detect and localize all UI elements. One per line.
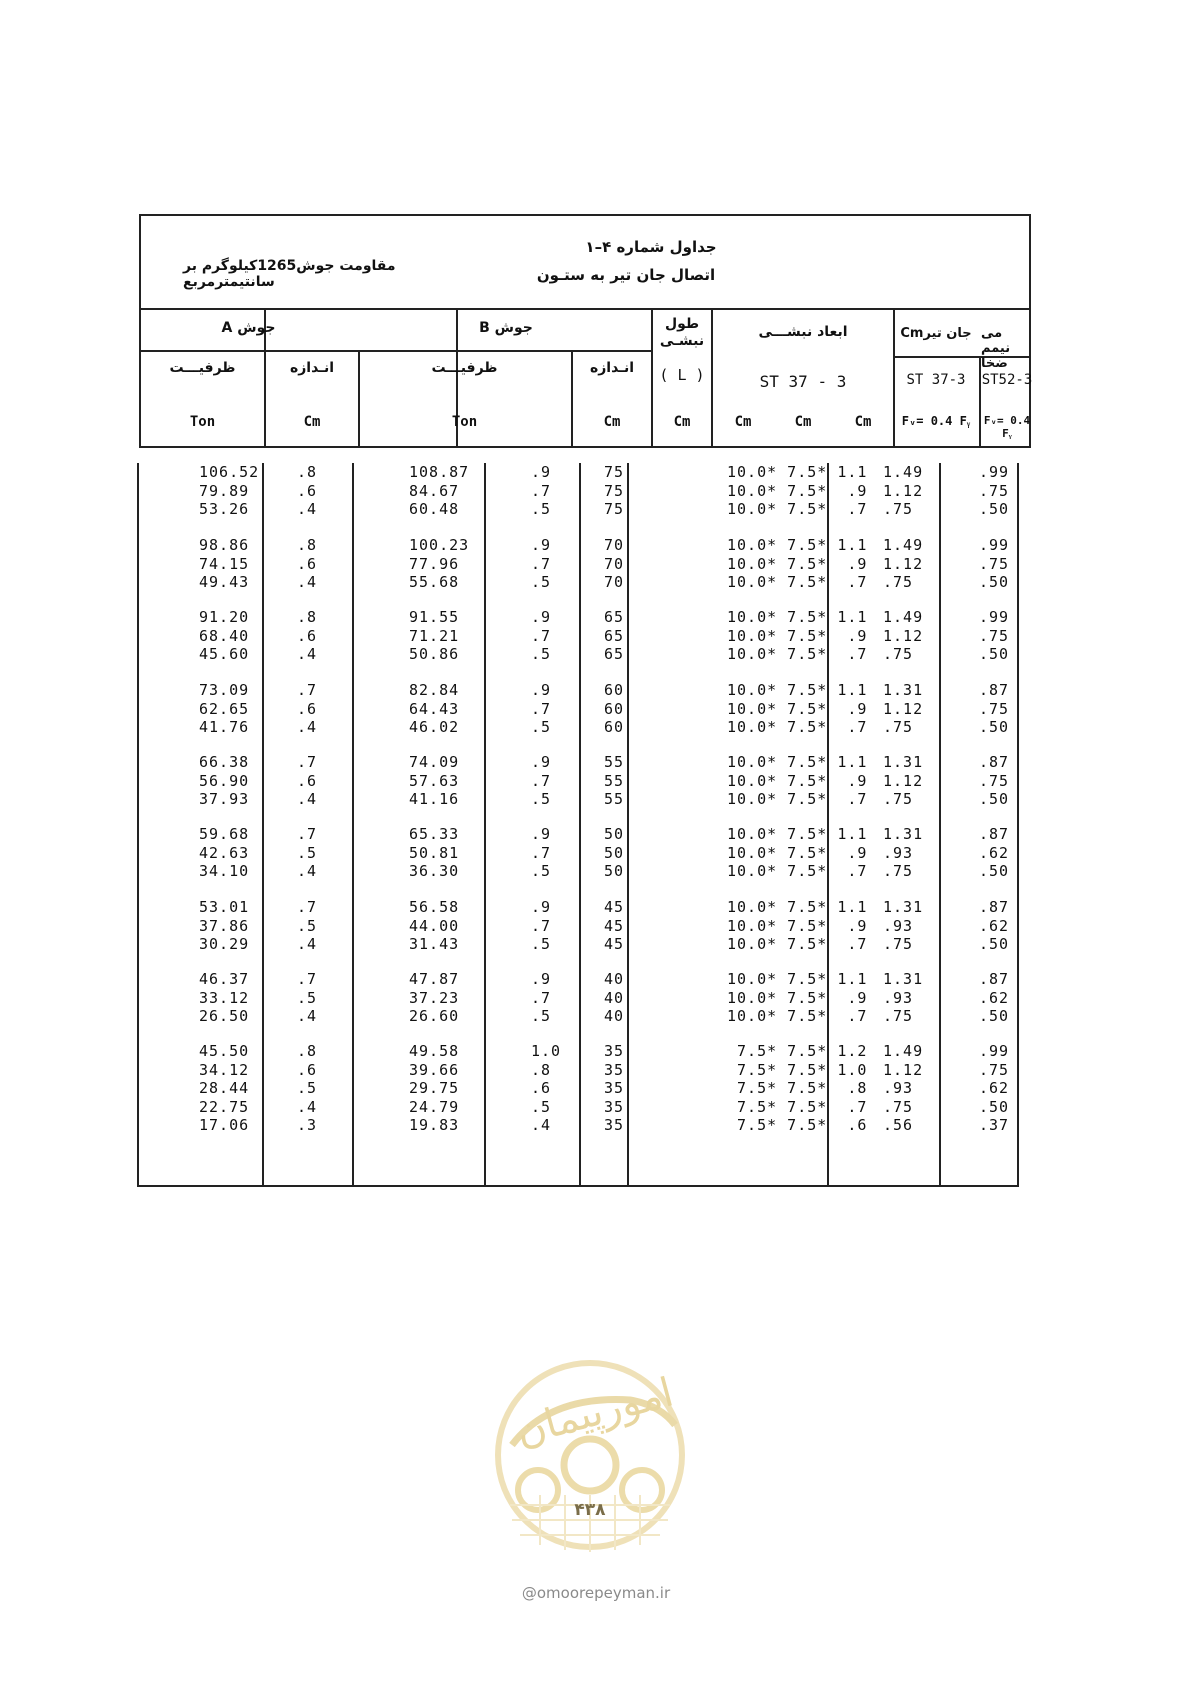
capacity-a-cell: 34.10 xyxy=(199,862,250,880)
capacity-b-cell: 26.60 xyxy=(409,1007,460,1025)
length-l-label: ( L ) xyxy=(659,366,705,384)
unit-ton-b: Ton xyxy=(451,414,478,430)
length-cell: 50 xyxy=(604,825,625,843)
capacity-a-cell: 68.40 xyxy=(199,626,250,645)
capacity-a-cell: 46.37 xyxy=(199,970,250,988)
capacity-a-cell: 42.63 xyxy=(199,843,250,862)
angle-dims-cell: 10.0* 7.5* .9 xyxy=(727,626,868,645)
st52-thickness-cell: .75 xyxy=(979,481,1010,500)
table-row xyxy=(139,500,1017,519)
st37-thickness-cell: 1.31 xyxy=(883,753,924,771)
table-row xyxy=(139,1042,1017,1061)
table-row xyxy=(139,700,1017,719)
capacity-a-cell: 30.29 xyxy=(199,935,250,953)
length-cell: 45 xyxy=(604,935,625,953)
weld-strength-note: مقاومت جوش1265کیلوگرم بر سانتیمترمربع xyxy=(183,258,396,290)
capacity-a-cell: 62.65 xyxy=(199,699,250,718)
length-cell: 50 xyxy=(604,843,625,862)
st37-thickness-cell: 1.12 xyxy=(883,771,924,790)
table-row xyxy=(139,681,1017,700)
length-cell: 40 xyxy=(604,970,625,988)
website-watermark: @omoorepeyman.ir xyxy=(521,1584,671,1602)
st37-thickness-cell: .75 xyxy=(883,573,914,591)
angle-dims-cell: 10.0* 7.5* .9 xyxy=(727,843,868,862)
capacity-b-cell: 50.81 xyxy=(409,843,460,862)
angle-dims-cell: 10.0* 7.5* .7 xyxy=(727,718,868,736)
angle-dims-cell: 10.0* 7.5* .7 xyxy=(727,862,868,880)
angle-dims-cell: 10.0* 7.5* 1.1 xyxy=(727,463,868,481)
size-b-cell: .7 xyxy=(531,916,552,935)
size-a-cell: .4 xyxy=(297,573,318,591)
unit-cm: Cm xyxy=(673,414,691,430)
size-a-cell: .4 xyxy=(297,1097,318,1116)
size-b-cell: .9 xyxy=(531,536,552,554)
length-cell: 35 xyxy=(604,1060,625,1079)
st52-thickness-cell: .75 xyxy=(979,554,1010,573)
size-b-cell: .5 xyxy=(531,718,552,736)
st37-thickness-cell: .75 xyxy=(883,790,914,808)
size-a-cell: .8 xyxy=(297,536,318,554)
length-cell: 45 xyxy=(604,898,625,916)
size-a-cell: .6 xyxy=(297,771,318,790)
length-header xyxy=(653,316,711,350)
size-a-cell: .4 xyxy=(297,718,318,736)
angle-dims-cell: 10.0* 7.5* 1.1 xyxy=(727,898,868,916)
size-b-cell: .5 xyxy=(531,645,552,663)
capacity-b-cell: 46.02 xyxy=(409,718,460,736)
st37-thickness-cell: 1.31 xyxy=(883,970,924,988)
st52-thickness-cell: .50 xyxy=(979,1007,1010,1025)
size-b-cell: .5 xyxy=(531,573,552,591)
angle-dims-cell: 7.5* 7.5* .8 xyxy=(727,1079,868,1097)
st37-thickness-cell: 1.49 xyxy=(883,1042,924,1060)
capacity-a-cell: 106.52 xyxy=(199,463,260,481)
capacity-b-cell: 82.84 xyxy=(409,681,460,699)
size-b-cell: .7 xyxy=(531,771,552,790)
size-b-cell: .7 xyxy=(531,481,552,500)
capacity-a-cell: 17.06 xyxy=(199,1116,250,1134)
st37-thickness-cell: 1.49 xyxy=(883,463,924,481)
size-a-cell: .7 xyxy=(297,825,318,843)
capacity-a-cell: 49.43 xyxy=(199,573,250,591)
st37-thickness-cell: 1.31 xyxy=(883,898,924,916)
page-number: ۴۳۸ xyxy=(574,1500,606,1520)
size-a-cell: .4 xyxy=(297,935,318,953)
st37-thickness-cell: 1.49 xyxy=(883,536,924,554)
table-row xyxy=(139,627,1017,646)
size-a-cell: .4 xyxy=(297,862,318,880)
capacity-b-cell: 36.30 xyxy=(409,862,460,880)
table-row xyxy=(139,482,1017,501)
size-b-cell: .7 xyxy=(531,988,552,1007)
size-b-cell: .9 xyxy=(531,898,552,916)
st37-thickness-cell: 1.12 xyxy=(883,626,924,645)
capacity-a-cell: 66.38 xyxy=(199,753,250,771)
length-cell: 35 xyxy=(604,1042,625,1060)
fv-formula-st52: Fᵥ= 0.4 Fᵧ xyxy=(983,414,1031,440)
capacity-a-cell: 73.09 xyxy=(199,681,250,699)
st52-thickness-cell: .87 xyxy=(979,753,1010,771)
capacity-b-cell: 64.43 xyxy=(409,699,460,718)
size-a-cell: .8 xyxy=(297,608,318,626)
table-row xyxy=(139,608,1017,627)
table-row xyxy=(139,790,1017,809)
st37-thickness-cell: 1.49 xyxy=(883,608,924,626)
weld-a-header: جوش A xyxy=(221,320,276,336)
fv-formula-st37: Fᵥ= 0.4 Fᵧ xyxy=(901,414,971,428)
size-b-cell: .9 xyxy=(531,608,552,626)
size-a-cell: .6 xyxy=(297,554,318,573)
capacity-b-cell: 100.23 xyxy=(409,536,470,554)
st37-thickness-cell: .75 xyxy=(883,935,914,953)
size-a-cell: .4 xyxy=(297,645,318,663)
size-a-header: انـدازه xyxy=(289,360,335,376)
capacity-b-cell: 37.23 xyxy=(409,988,460,1007)
length-cell: 75 xyxy=(604,463,625,481)
web-thickness-header: جان تیرCm xyxy=(900,326,972,341)
st52-thickness-cell: .50 xyxy=(979,790,1010,808)
length-cell: 35 xyxy=(604,1116,625,1134)
st52-thickness-cell: .50 xyxy=(979,645,1010,663)
capacity-b-cell: 84.67 xyxy=(409,481,460,500)
steel-grade-label: ST 37 - 3 xyxy=(759,372,847,391)
size-b-cell: .8 xyxy=(531,1060,552,1079)
length-cell: 60 xyxy=(604,681,625,699)
st37-thickness-cell: .93 xyxy=(883,1079,914,1097)
size-b-cell: .9 xyxy=(531,463,552,481)
size-a-cell: .5 xyxy=(297,988,318,1007)
length-cell: 35 xyxy=(604,1097,625,1116)
capacity-b-cell: 56.58 xyxy=(409,898,460,916)
size-a-cell: .8 xyxy=(297,463,318,481)
st37-thickness-cell: .56 xyxy=(883,1116,914,1134)
table-row xyxy=(139,825,1017,844)
capacity-b-cell: 50.86 xyxy=(409,645,460,663)
size-b-cell: .7 xyxy=(531,843,552,862)
table-row xyxy=(139,1007,1017,1026)
st52-thickness-cell: .99 xyxy=(979,1042,1010,1060)
table-row xyxy=(139,1079,1017,1098)
length-cell: 75 xyxy=(604,481,625,500)
st52-thickness-cell: .99 xyxy=(979,463,1010,481)
table-row xyxy=(139,463,1017,482)
length-cell: 65 xyxy=(604,626,625,645)
angle-dims-header: ابعاد نبشـــی xyxy=(758,324,848,340)
st37-thickness-cell: 1.31 xyxy=(883,825,924,843)
size-a-cell: .7 xyxy=(297,970,318,988)
st52-thickness-cell: .37 xyxy=(979,1116,1010,1134)
size-b-cell: .7 xyxy=(531,626,552,645)
capacity-b-header: ظرفیـــت xyxy=(431,360,498,376)
angle-dims-cell: 10.0* 7.5* .9 xyxy=(727,916,868,935)
st52-thickness-cell: .62 xyxy=(979,988,1010,1007)
size-a-cell: .6 xyxy=(297,481,318,500)
size-b-cell: .5 xyxy=(531,1007,552,1025)
capacity-a-cell: 79.89 xyxy=(199,481,250,500)
angle-dims-cell: 10.0* 7.5* .7 xyxy=(727,790,868,808)
angle-dims-cell: 10.0* 7.5* .9 xyxy=(727,988,868,1007)
unit-cm: Cm xyxy=(734,414,752,430)
capacity-a-cell: 56.90 xyxy=(199,771,250,790)
angle-dims-cell: 10.0* 7.5* .7 xyxy=(727,645,868,663)
angle-dims-cell: 10.0* 7.5* .9 xyxy=(727,481,868,500)
st37-thickness-cell: 1.12 xyxy=(883,699,924,718)
size-a-cell: .6 xyxy=(297,699,318,718)
unit-cm: Cm xyxy=(854,414,872,430)
st52-thickness-cell: .50 xyxy=(979,573,1010,591)
length-cell: 60 xyxy=(604,718,625,736)
st37-header: ST 37-3 xyxy=(906,372,966,388)
st52-thickness-cell: .87 xyxy=(979,681,1010,699)
size-b-cell: .5 xyxy=(531,935,552,953)
table-row xyxy=(139,536,1017,555)
st37-thickness-cell: 1.12 xyxy=(883,1060,924,1079)
table-row xyxy=(139,753,1017,772)
size-a-cell: .7 xyxy=(297,681,318,699)
st52-thickness-cell: .99 xyxy=(979,536,1010,554)
st52-thickness-cell: .87 xyxy=(979,898,1010,916)
st37-thickness-cell: .75 xyxy=(883,862,914,880)
capacity-a-cell: 59.68 xyxy=(199,825,250,843)
size-b-cell: 1.0 xyxy=(531,1042,562,1060)
length-cell: 65 xyxy=(604,608,625,626)
angle-dims-cell: 7.5* 7.5* 1.0 xyxy=(727,1060,868,1079)
st37-thickness-cell: 1.12 xyxy=(883,481,924,500)
table-row xyxy=(139,645,1017,664)
capacity-b-cell: 71.21 xyxy=(409,626,460,645)
st52-thickness-cell: .50 xyxy=(979,1097,1010,1116)
size-a-cell: .5 xyxy=(297,1079,318,1097)
size-b-cell: .4 xyxy=(531,1116,552,1134)
st37-thickness-cell: .93 xyxy=(883,843,914,862)
st37-thickness-cell: .75 xyxy=(883,500,914,518)
length-cell: 70 xyxy=(604,536,625,554)
st52-thickness-cell: .75 xyxy=(979,1060,1010,1079)
angle-dims-cell: 10.0* 7.5* 1.1 xyxy=(727,536,868,554)
capacity-b-cell: 60.48 xyxy=(409,500,460,518)
size-b-cell: .5 xyxy=(531,1097,552,1116)
length-cell: 35 xyxy=(604,1079,625,1097)
length-cell: 70 xyxy=(604,554,625,573)
unit-cm: Cm xyxy=(603,414,621,430)
capacity-b-cell: 108.87 xyxy=(409,463,470,481)
capacity-b-cell: 74.09 xyxy=(409,753,460,771)
svg-text:امورپیمان: امورپیمان xyxy=(511,1369,679,1456)
st52-header: ST52-3 xyxy=(981,372,1033,388)
data-table xyxy=(137,463,1019,1187)
st37-thickness-cell: .93 xyxy=(883,988,914,1007)
capacity-b-cell: 44.00 xyxy=(409,916,460,935)
capacity-b-cell: 49.58 xyxy=(409,1042,460,1060)
st52-thickness-cell: .62 xyxy=(979,916,1010,935)
length-cell: 60 xyxy=(604,699,625,718)
length-cell: 40 xyxy=(604,1007,625,1025)
size-b-cell: .6 xyxy=(531,1079,552,1097)
capacity-a-cell: 22.75 xyxy=(199,1097,250,1116)
size-b-cell: .9 xyxy=(531,753,552,771)
table-header xyxy=(139,214,1031,448)
table-row xyxy=(139,935,1017,954)
capacity-b-cell: 39.66 xyxy=(409,1060,460,1079)
capacity-b-cell: 31.43 xyxy=(409,935,460,953)
table-row xyxy=(139,844,1017,863)
capacity-a-cell: 37.86 xyxy=(199,916,250,935)
st52-thickness-cell: .50 xyxy=(979,500,1010,518)
capacity-a-cell: 45.60 xyxy=(199,645,250,663)
st52-thickness-cell: .50 xyxy=(979,718,1010,736)
table-row xyxy=(139,573,1017,592)
angle-dims-cell: 10.0* 7.5* .7 xyxy=(727,500,868,518)
angle-dims-cell: 10.0* 7.5* .9 xyxy=(727,771,868,790)
st37-thickness-cell: .93 xyxy=(883,916,914,935)
size-a-cell: .8 xyxy=(297,1042,318,1060)
table-row xyxy=(139,917,1017,936)
st37-thickness-cell: .75 xyxy=(883,1097,914,1116)
angle-dims-cell: 10.0* 7.5* .9 xyxy=(727,554,868,573)
capacity-a-cell: 91.20 xyxy=(199,608,250,626)
row-divider xyxy=(141,350,651,352)
capacity-a-cell: 34.12 xyxy=(199,1060,250,1079)
st52-thickness-cell: .87 xyxy=(979,825,1010,843)
table-number: جداول شماره ۴–۱ xyxy=(585,238,717,256)
angle-dims-cell: 10.0* 7.5* 1.1 xyxy=(727,825,868,843)
length-cell: 75 xyxy=(604,500,625,518)
angle-dims-cell: 10.0* 7.5* .7 xyxy=(727,573,868,591)
table-row xyxy=(139,862,1017,881)
capacity-a-cell: 98.86 xyxy=(199,536,250,554)
publisher-seal-logo xyxy=(490,1355,690,1555)
size-a-cell: .4 xyxy=(297,500,318,518)
size-a-cell: .4 xyxy=(297,790,318,808)
st52-thickness-cell: .50 xyxy=(979,862,1010,880)
unit-ton-a: Ton xyxy=(189,414,216,430)
table-row xyxy=(139,898,1017,917)
table-row xyxy=(139,970,1017,989)
title-band xyxy=(141,216,1029,310)
unit-cm: Cm xyxy=(794,414,812,430)
size-b-cell: .5 xyxy=(531,790,552,808)
st52-thickness-cell: .50 xyxy=(979,935,1010,953)
angle-dims-cell: 10.0* 7.5* 1.1 xyxy=(727,608,868,626)
size-a-cell: .5 xyxy=(297,916,318,935)
capacity-b-cell: 55.68 xyxy=(409,573,460,591)
capacity-b-cell: 65.33 xyxy=(409,825,460,843)
capacity-a-cell: 33.12 xyxy=(199,988,250,1007)
table-row xyxy=(139,718,1017,737)
unit-cm: Cm xyxy=(303,414,321,430)
capacity-b-cell: 19.83 xyxy=(409,1116,460,1134)
size-a-cell: .7 xyxy=(297,753,318,771)
length-cell: 70 xyxy=(604,573,625,591)
capacity-b-cell: 29.75 xyxy=(409,1079,460,1097)
st52-thickness-cell: .75 xyxy=(979,626,1010,645)
capacity-b-cell: 57.63 xyxy=(409,771,460,790)
size-b-cell: .7 xyxy=(531,554,552,573)
capacity-a-cell: 53.01 xyxy=(199,898,250,916)
length-cell: 65 xyxy=(604,645,625,663)
connection-title: اتصال جان تیر به ستـون xyxy=(536,266,716,284)
angle-dims-cell: 10.0* 7.5* 1.1 xyxy=(727,970,868,988)
capacity-b-cell: 41.16 xyxy=(409,790,460,808)
angle-dims-cell: 10.0* 7.5* 1.1 xyxy=(727,753,868,771)
length-cell: 40 xyxy=(604,988,625,1007)
table-row xyxy=(139,1098,1017,1117)
table-row xyxy=(139,1061,1017,1080)
size-a-cell: .3 xyxy=(297,1116,318,1134)
size-b-cell: .5 xyxy=(531,862,552,880)
st52-thickness-cell: .62 xyxy=(979,1079,1010,1097)
angle-dims-cell: 7.5* 7.5* 1.2 xyxy=(727,1042,868,1060)
capacity-a-cell: 37.93 xyxy=(199,790,250,808)
table-row xyxy=(139,772,1017,791)
st52-thickness-cell: .99 xyxy=(979,608,1010,626)
size-a-cell: .6 xyxy=(297,626,318,645)
capacity-b-cell: 91.55 xyxy=(409,608,460,626)
min-thickness-header: می نیمم ضخا xyxy=(981,326,1011,371)
capacity-a-cell: 28.44 xyxy=(199,1079,250,1097)
length-cell: 55 xyxy=(604,771,625,790)
capacity-a-header: ظرفیـــت xyxy=(169,360,236,376)
st37-thickness-cell: .75 xyxy=(883,718,914,736)
st37-thickness-cell: 1.12 xyxy=(883,554,924,573)
st52-thickness-cell: .87 xyxy=(979,970,1010,988)
st37-thickness-cell: .75 xyxy=(883,1007,914,1025)
length-cell: 50 xyxy=(604,862,625,880)
st52-thickness-cell: .75 xyxy=(979,771,1010,790)
table-row xyxy=(139,989,1017,1008)
weld-b-header: جوش B xyxy=(479,320,533,336)
capacity-a-cell: 74.15 xyxy=(199,554,250,573)
st37-thickness-cell: 1.31 xyxy=(883,681,924,699)
size-a-cell: .4 xyxy=(297,1007,318,1025)
st37-thickness-cell: .75 xyxy=(883,645,914,663)
table-row xyxy=(139,1116,1017,1135)
angle-dims-cell: 7.5* 7.5* .6 xyxy=(727,1116,868,1134)
capacity-a-cell: 41.76 xyxy=(199,718,250,736)
st52-thickness-cell: .62 xyxy=(979,843,1010,862)
size-a-cell: .7 xyxy=(297,898,318,916)
capacity-a-cell: 26.50 xyxy=(199,1007,250,1025)
angle-dims-cell: 10.0* 7.5* .9 xyxy=(727,699,868,718)
size-b-cell: .9 xyxy=(531,970,552,988)
size-b-cell: .9 xyxy=(531,681,552,699)
capacity-b-cell: 77.96 xyxy=(409,554,460,573)
size-a-cell: .6 xyxy=(297,1060,318,1079)
size-b-cell: .5 xyxy=(531,500,552,518)
angle-dims-cell: 10.0* 7.5* 1.1 xyxy=(727,681,868,699)
table-row xyxy=(139,555,1017,574)
size-b-cell: .7 xyxy=(531,699,552,718)
size-b-cell: .9 xyxy=(531,825,552,843)
length-cell: 55 xyxy=(604,790,625,808)
length-label-2: نبشـی xyxy=(659,333,705,349)
capacity-b-cell: 47.87 xyxy=(409,970,460,988)
capacity-b-cell: 24.79 xyxy=(409,1097,460,1116)
size-a-cell: .5 xyxy=(297,843,318,862)
angle-dims-cell: 7.5* 7.5* .7 xyxy=(727,1097,868,1116)
length-cell: 45 xyxy=(604,916,625,935)
capacity-a-cell: 53.26 xyxy=(199,500,250,518)
length-cell: 55 xyxy=(604,753,625,771)
length-label-1: طول xyxy=(664,316,700,332)
capacity-a-cell: 45.50 xyxy=(199,1042,250,1060)
size-b-header: انـدازه xyxy=(589,360,635,376)
angle-dims-cell: 10.0* 7.5* .7 xyxy=(727,935,868,953)
st52-thickness-cell: .75 xyxy=(979,699,1010,718)
angle-dims-cell: 10.0* 7.5* .7 xyxy=(727,1007,868,1025)
